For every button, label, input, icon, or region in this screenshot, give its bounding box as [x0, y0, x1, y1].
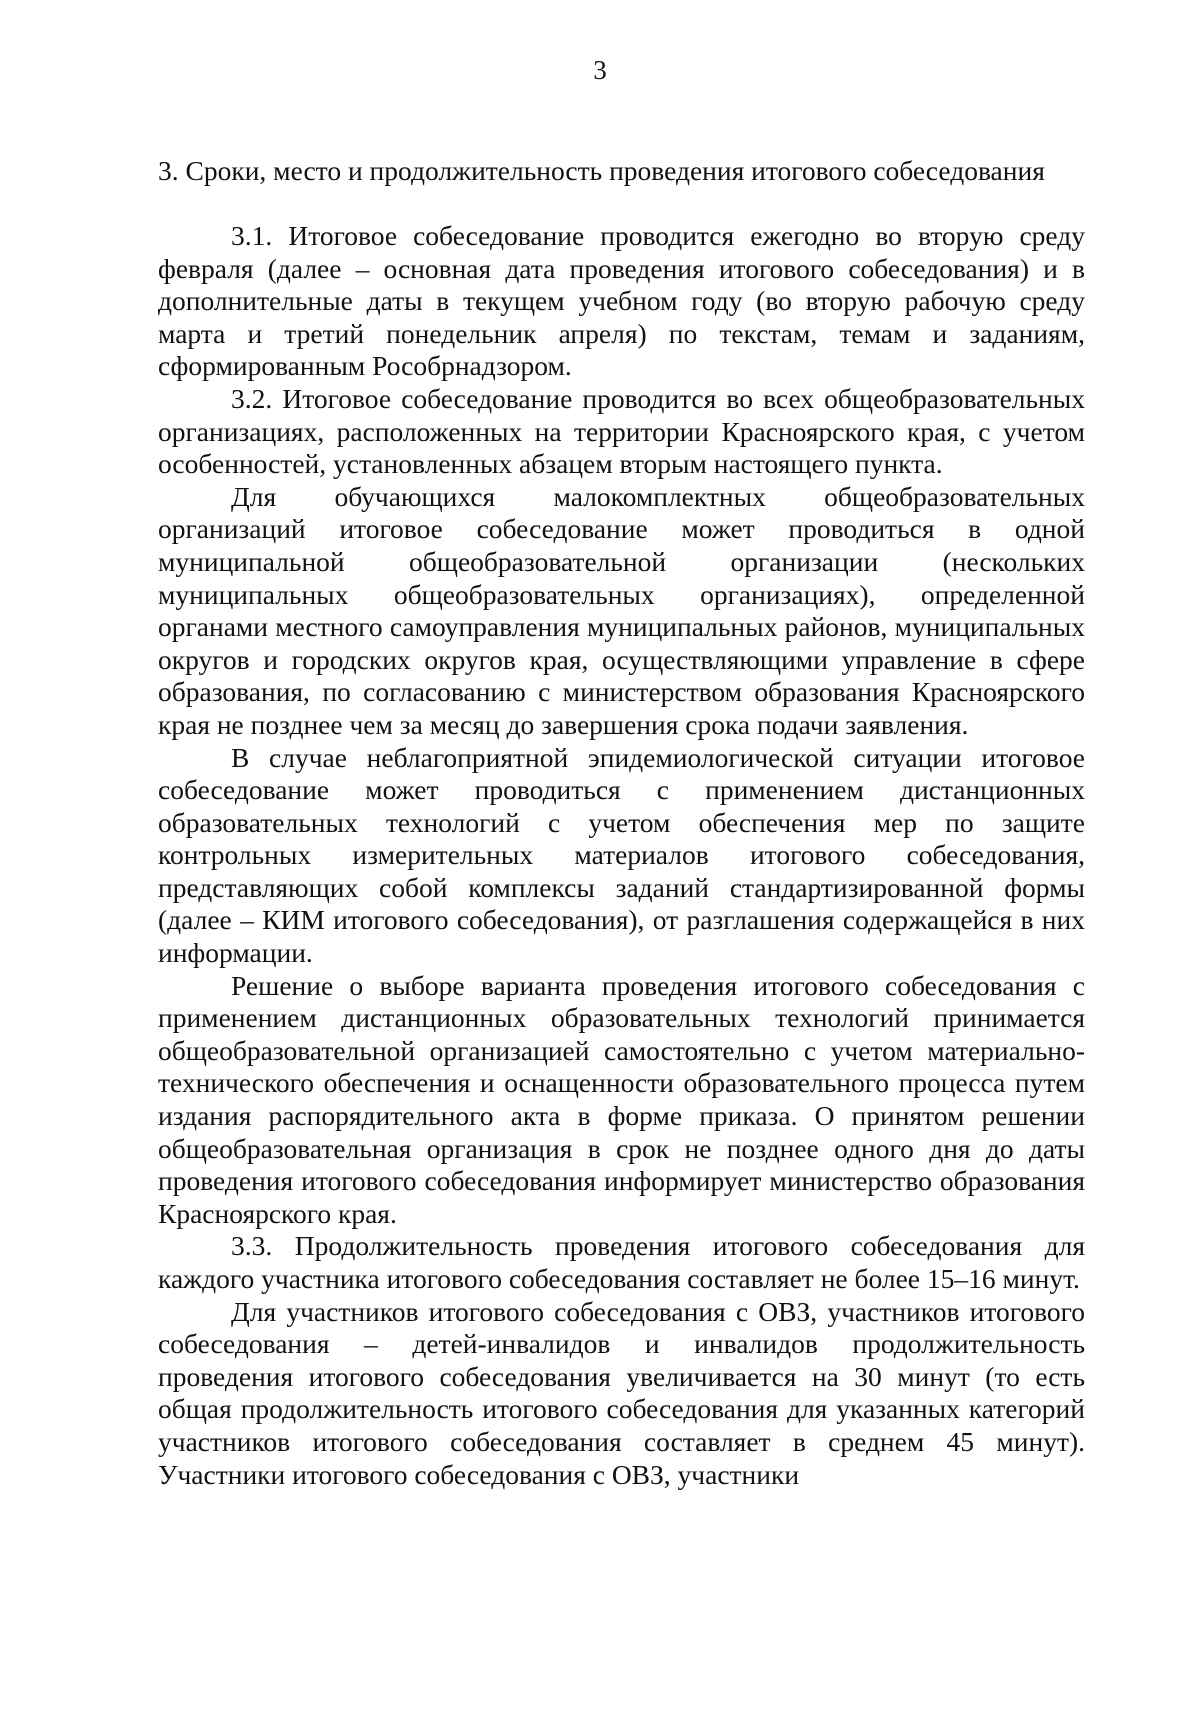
paragraph-3-3: 3.3. Продолжительность проведения итогового собеседования для каждого участника итогового собеседования составляет не более 15–16 минут.: [158, 1230, 1085, 1294]
paragraph-3-2: 3.2. Итоговое собеседование проводится во всех общеобразовательных организациях, расположенных на территории Красноярского края, с учетом особенностей, установленных абзацем вторым настоящего пункта.: [158, 382, 1085, 480]
section-heading: 3. Сроки, место и продолжительность проведения итогового собеседования: [158, 155, 1045, 186]
paragraph-ovz-duration: Для участников итогового собеседования с ОВЗ, участников итогового собеседования – детей-инвалидов и инвалидов продолжительность проведения итогового собеседования увеличивается на 30 минут (то есть общая продолжительность итогового собеседования для указанных категорий участников итогового собеседования составляет в среднем 45 минут). Участники итогового собеседования с ОВЗ, участники: [158, 1295, 1085, 1490]
paragraph-epidemiological: В случае неблагоприятной эпидемиологической ситуации итоговое собеседование может проводиться с применением дистанционных образовательных технологий с учетом обеспечения мер по защите контрольных измерительных материалов итогового собеседования, представляющих собой комплексы заданий стандартизированной формы (далее – КИМ итогового собеседования), от разглашения содержащейся в них информации.: [158, 741, 1085, 969]
page-number: 3: [593, 55, 607, 85]
paragraph-small-schools: Для обучающихся малокомплектных общеобразовательных организаций итоговое собеседование может проводиться в одной муниципальной общеобразовательной организации (нескольких муниципальных общеобразовательных организациях), определенной органами местного самоуправления муниципальных районов, муниципальных округов и городских округов края, осуществляющими управление в сфере образования, по согласованию с министерством образования Красноярского края не позднее чем за месяц до завершения срока подачи заявления.: [158, 480, 1085, 740]
paragraph-decision: Решение о выборе варианта проведения итогового собеседования с применением дистанционных образовательных технологий принимается общеобразовательной организацией самостоятельно с учетом материально-технического обеспечения и оснащенности образовательного процесса путем издания распорядительного акта в форме приказа. О принятом решении общеобразовательная организация в срок не позднее одного дня до даты проведения итогового собеседования информирует министерство образования Красноярского края.: [158, 969, 1085, 1229]
paragraph-3-1: 3.1. Итоговое собеседование проводится ежегодно во вторую среду февраля (далее – основная дата проведения итогового собеседования) и в дополнительные даты в текущем учебном году (во вторую рабочую среду марта и третий понедельник апреля) по текстам, темам и заданиям, сформированным Рособрнадзором.: [158, 220, 1085, 382]
body-text: [158, 220, 1085, 1491]
